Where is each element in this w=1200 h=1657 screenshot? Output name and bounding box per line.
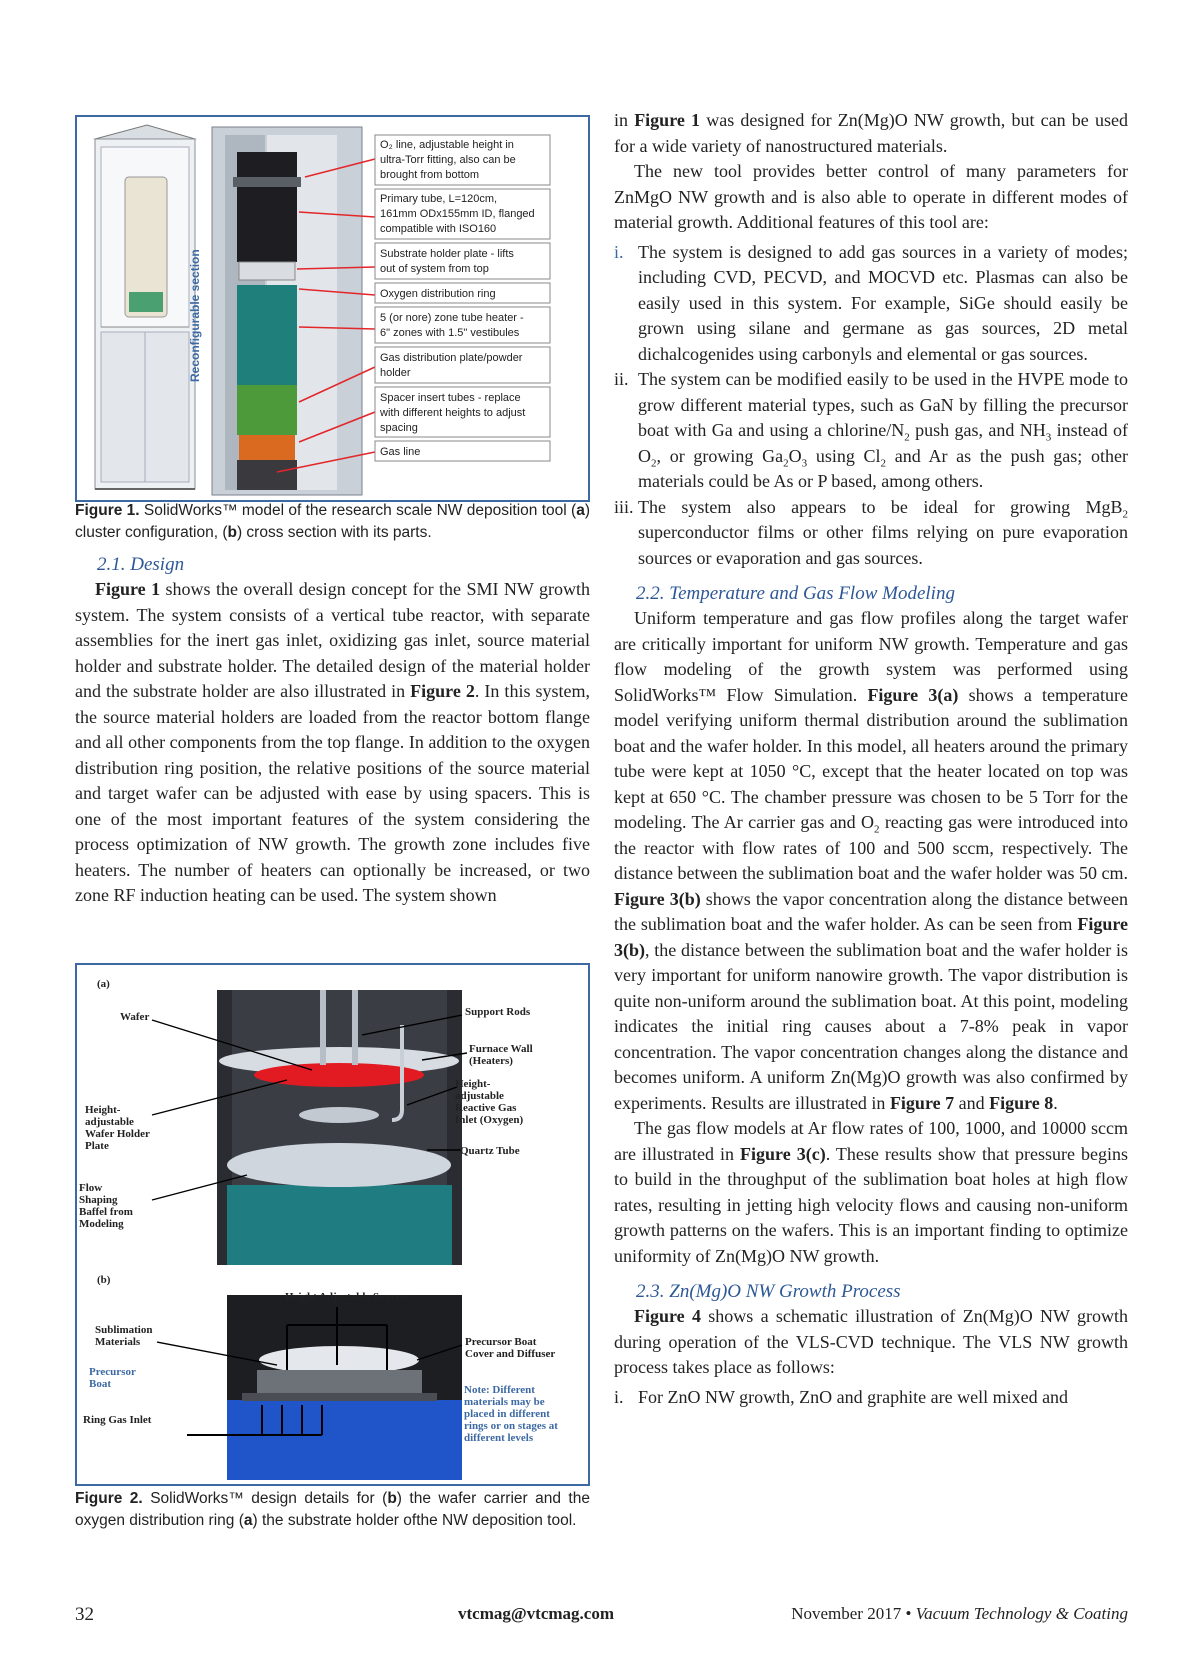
callout-text: out of system from top	[380, 263, 489, 275]
figure-1-caption: Figure 1. SolidWorks™ model of the research scale NW deposition tool (a) cluster configuration, (b) cross section with its parts.	[75, 502, 590, 541]
furnace-label: (Heaters)	[469, 1055, 513, 1067]
callout-text: Gas distribution plate/powder	[380, 352, 523, 364]
flow-baffle-label: Shaping	[79, 1194, 118, 1206]
wafer-holder-label: Height-	[85, 1104, 121, 1116]
section-heading: 2.3. Zn(Mg)O NW Growth Process	[636, 1281, 901, 1302]
ring-gas-label: Ring Gas Inlet	[83, 1414, 152, 1426]
list-item: iii. The system also appears to be ideal for growing MgB$_2$ superconductor films or other films relying on pure evaporation sources or evaporation and gas sources.	[614, 496, 1128, 568]
body-paragraph: Figure 1 shows the overall design concept for the SMI NW growth system. The system consists of a vertical tube reactor, with separate assemblies for the inert gas inlet, oxidizing gas inlet, source material holder and substrate holder. The detailed design of the material holder and the substrate holder are also illustrated in Figure 2. In this system, the source material holders are loaded from the reactor bottom flange and all other components from the top flange. In addition to the oxygen distribution ring position, the relative positions of the source material and target wafer can be adjusted with ease by using spacers. This is one of the most important features of the system considering the process optimization of NW growth. The growth zone includes five heaters. The number of heaters can optionally be increased, or two zone RF induction heating can be used. The system shown	[75, 579, 590, 905]
support-rods-label: Support Rods	[465, 1006, 531, 1018]
footer-email: vtcmag@vtcmag.com	[458, 1604, 615, 1623]
callout-text: Spacer insert tubes - replace	[380, 392, 521, 404]
callout-text: 5 (or nore) zone tube heater -	[380, 312, 524, 324]
process-list	[614, 1385, 1128, 1411]
panel-a-drawing	[217, 990, 462, 1265]
note-label: rings or on stages at	[464, 1420, 558, 1432]
quartz-tube-label: Quartz Tube	[460, 1145, 520, 1157]
callout-text: spacing	[380, 422, 418, 434]
reactive-gas-label: Reactive Gas	[455, 1102, 517, 1114]
page-number: 32	[75, 1604, 94, 1625]
height-sources-label: Height Adjustable Sources	[285, 1291, 410, 1303]
callout-text: 161mm ODx155mm ID, flanged	[380, 208, 535, 220]
footer-journal: Vacuum Technology & Coating	[915, 1604, 1128, 1623]
note-label: different levels	[464, 1432, 534, 1444]
figure-1	[75, 115, 590, 502]
boat-cover-label: Precursor Boat	[465, 1336, 537, 1348]
body-paragraph: The new tool provides better control of many parameters for ZnMgO NW growth and is also able to operate in different modes of material growth. Additional features of this tool are:	[614, 161, 1128, 232]
reconfigurable-label: Reconfigurable section	[188, 249, 202, 382]
callout-text: brought from bottom	[380, 169, 480, 181]
flow-baffle-label: Flow	[79, 1182, 103, 1194]
list-item: i. The system is designed to add gas sources in a variety of modes; including CVD, PECVD, and MOCVD etc. Plasmas can also be easily used in this system. For example, SiGe should easily be grown using silane and germane as gas sources, 2D metal dichalcogenides using carbonyls and elemental or gas sources.	[614, 241, 1128, 364]
figure-2	[75, 963, 590, 1486]
footer-date: November 2017 •	[791, 1604, 912, 1623]
caption-label: Figure 2.	[75, 1490, 143, 1507]
figure-2-illustration	[77, 965, 588, 1484]
callout-text: holder	[380, 367, 411, 379]
wafer-holder-label: Plate	[85, 1140, 109, 1152]
body-paragraph: Uniform temperature and gas flow profiles along the target wafer are critically important for uniform NW growth. Temperature and gas flow modeling of the growth system was performed using SolidWorks™ Flow Simulation. Figure 3(a) shows a temperature model verifying uniform thermal distribution around the sublimation boat and the wafer holder. In this model, all heaters around the primary tube were kept at 1050 °C, except that the heater located on top was kept at 650 °C. The chamber pressure was chosen to be 5 Torr for the modeling. The Ar carrier gas and $O_2$ reacting gas were introduced into the reactor with flow rates of 100 and 500 sccm, respectively. The distance between the sublimation boat and the wafer holder was 50 cm. Figure 3(b) shows the vapor concentration along the distance between the sublimation boat and the wafer holder. As can be seen from Figure 3(b), the distance between the sublimation boat and the wafer holder is very important for uniform nanowire growth. The vapor distribution is quite non-uniform around the sublimation boat. At this point, modeling indicates the initial ring causes about a 7-8% peak in vapor concentration. The vapor concentration changes along the distance and becomes uniform. A uniform Zn(Mg)O growth was also confirmed by experiments. Results are illustrated in Figure 7 and Figure 8.	[614, 608, 1128, 1113]
body-paragraph: Figure 4 shows a schematic illustration of Zn(Mg)O NW growth during operation of the VLS-CVD technique. The VLS NW growth process takes place as follows:	[614, 1306, 1128, 1377]
caption-label: Figure 1.	[75, 502, 140, 519]
callout-text: Oxygen distribution ring	[380, 288, 496, 300]
callout-text: Gas line	[380, 446, 421, 458]
callout-text: Substrate holder plate - lifts	[380, 248, 514, 260]
reactive-gas-label: Height-	[455, 1078, 491, 1090]
list-item: i. For ZnO NW growth, ZnO and graphite are well mixed and	[614, 1386, 1069, 1407]
furnace-label: Furnace Wall	[469, 1043, 533, 1055]
section-design	[75, 552, 590, 909]
callout-text: compatible with ISO160	[380, 223, 497, 235]
body-paragraph: The gas flow models at Ar flow rates of 100, 1000, and 10000 sccm are illustrated in Figure 3(c). These results show that pressure begins to build in the throughput of the sublimation boat holes at high flow rates, resulting in jetting high velocity flows and causing non-uniform growth patterns on the wafers. This is an important finding to optimize uniformity of Zn(Mg)O NW growth.	[614, 1118, 1128, 1266]
footer-publication	[791, 1604, 1128, 1624]
wafer-holder-label: Wafer Holder	[85, 1128, 150, 1140]
precursor-boat-label: Boat	[89, 1378, 111, 1390]
figure-1-illustration	[77, 117, 588, 500]
feature-list	[614, 240, 1128, 572]
cluster-cabinet	[95, 125, 195, 489]
callout-text: O₂ line, adjustable height in	[380, 139, 514, 151]
right-column	[614, 108, 1128, 1410]
wafer-label: Wafer	[120, 1011, 150, 1023]
sublimation-label: Sublimation	[95, 1324, 153, 1336]
figure-2-caption: Figure 2. SolidWorks™ design details for (b) the wafer carrier and the oxygen distribution ring (a) the substrate holder ofthe NW deposition tool.	[75, 1490, 590, 1529]
reactive-gas-label: Inlet (Oxygen)	[455, 1114, 524, 1126]
wafer-holder-label: adjustable	[85, 1116, 134, 1128]
cross-section	[212, 127, 362, 495]
note-label: materials may be	[464, 1396, 545, 1408]
flow-baffle-label: Modeling	[79, 1218, 124, 1230]
list-item: ii. The system can be modified easily to be used in the HVPE mode to grow different material types, such as GaN by filling the precursor boat with Ga and using a chlorine/$N_2$ push gas, and $NH_3$ instead of $O_2$, or growing $Ga_2O_3$ using $Cl_2$ and Ar as the push gas; other materials could be As or P based, among others.	[614, 369, 1128, 491]
callout-text: Primary tube, L=120cm,	[380, 193, 498, 205]
boat-cover-label: Cover and Diffuser	[465, 1348, 556, 1360]
section-heading: 2.1. Design	[97, 554, 185, 575]
note-label: placed in different	[464, 1408, 550, 1420]
panel-a-label: (a)	[97, 978, 110, 990]
panel-b-drawing	[227, 1295, 462, 1480]
callout-text: ultra-Torr fitting, also can be	[380, 154, 516, 166]
callout-text: with different heights to adjust	[380, 407, 526, 419]
reactive-gas-label: adjustable	[455, 1090, 504, 1102]
note-label: Note: Different	[464, 1384, 535, 1396]
sublimation-label: Materials	[95, 1336, 141, 1348]
body-paragraph: in Figure 1 was designed for Zn(Mg)O NW growth, but can be used for a wide variety of nanostructured materials.	[614, 110, 1128, 156]
flow-baffle-label: Baffel from	[79, 1206, 133, 1218]
panel-b-label: (b)	[97, 1274, 111, 1286]
section-heading: 2.2. Temperature and Gas Flow Modeling	[636, 583, 955, 604]
precursor-boat-label: Precursor	[89, 1366, 136, 1378]
callout-text: 6" zones with 1.5" vestibules	[380, 327, 520, 339]
